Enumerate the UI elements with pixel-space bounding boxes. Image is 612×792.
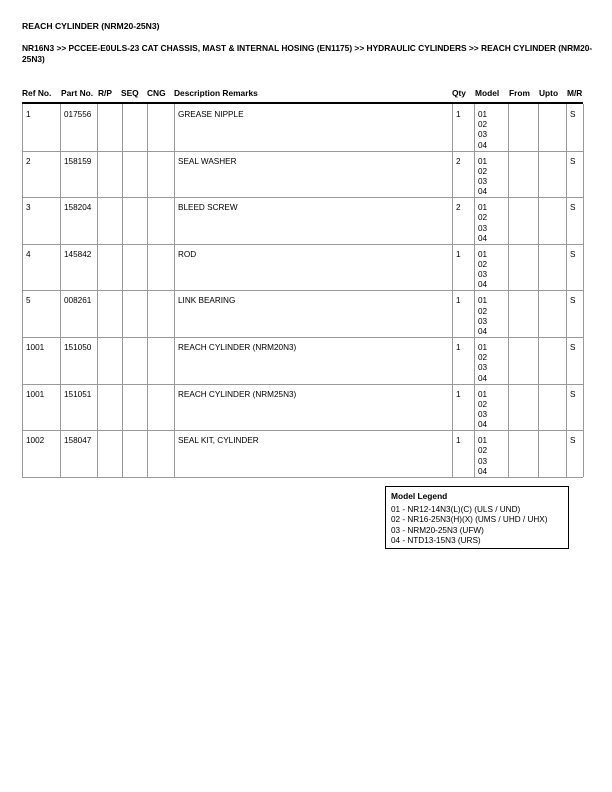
col-header-from: From <box>509 88 530 98</box>
model-list <box>478 110 487 151</box>
column-divider <box>583 290 584 337</box>
mr-cell: S <box>570 436 576 446</box>
model-list <box>478 157 487 198</box>
ref-cell: 1002 <box>26 436 45 446</box>
column-divider <box>538 337 539 384</box>
column-divider <box>508 290 509 337</box>
model-code: 02 <box>478 446 488 456</box>
ref-cell: 4 <box>26 249 31 259</box>
model-code: 02 <box>478 399 488 409</box>
qty-cell: 1 <box>456 436 461 446</box>
column-divider <box>474 197 475 244</box>
column-divider <box>583 430 584 477</box>
qty-cell: 2 <box>456 156 461 166</box>
model-code: 02 <box>478 213 488 223</box>
column-divider <box>60 290 61 337</box>
column-divider <box>147 197 148 244</box>
column-divider <box>508 104 509 151</box>
column-divider <box>566 197 567 244</box>
model-code: 01 <box>478 343 488 352</box>
column-divider <box>60 151 61 198</box>
mr-cell: S <box>570 249 576 259</box>
column-divider <box>174 244 175 291</box>
model-code: 01 <box>478 296 488 306</box>
column-divider <box>147 384 148 431</box>
model-code: 01 <box>478 110 488 119</box>
column-divider <box>474 384 475 431</box>
column-divider <box>174 337 175 384</box>
model-code: 03 <box>478 177 488 186</box>
mr-cell: S <box>570 203 576 213</box>
column-divider <box>452 244 453 291</box>
model-code: 03 <box>478 410 488 419</box>
column-divider <box>147 104 148 151</box>
column-divider <box>97 430 98 477</box>
table-row <box>22 384 583 432</box>
column-divider <box>474 290 475 337</box>
column-divider <box>122 244 123 291</box>
column-divider <box>60 337 61 384</box>
column-divider <box>97 151 98 198</box>
column-divider <box>22 430 23 477</box>
column-divider <box>452 290 453 337</box>
model-code: 04 <box>478 233 488 243</box>
model-list <box>478 343 487 384</box>
qty-cell: 2 <box>456 203 461 213</box>
column-divider <box>174 104 175 151</box>
col-header-upto: Upto <box>539 88 559 98</box>
column-divider <box>22 337 23 384</box>
column-divider <box>508 384 509 431</box>
col-header-part: Part No. <box>61 88 94 98</box>
model-code: 04 <box>478 373 488 383</box>
model-code: 04 <box>478 466 488 476</box>
column-divider <box>538 151 539 198</box>
column-divider <box>452 197 453 244</box>
description-cell: REACH CYLINDER (NRM25N3) <box>178 389 297 399</box>
column-divider <box>508 430 509 477</box>
column-divider <box>508 151 509 198</box>
col-header-cng: CNG <box>147 88 166 98</box>
col-header-model: Model <box>475 88 500 98</box>
column-divider <box>538 104 539 151</box>
column-divider <box>566 384 567 431</box>
column-divider <box>452 430 453 477</box>
model-list <box>478 390 487 431</box>
part-number-cell: 008261 <box>64 296 92 306</box>
model-code: 03 <box>478 130 488 140</box>
model-list <box>478 436 487 477</box>
column-divider <box>583 104 584 151</box>
column-divider <box>60 197 61 244</box>
column-divider <box>122 337 123 384</box>
column-divider <box>147 337 148 384</box>
part-number-cell: 017556 <box>64 110 92 119</box>
model-code: 03 <box>478 456 488 466</box>
part-number-cell: 158204 <box>64 203 92 213</box>
column-divider <box>583 384 584 431</box>
ref-cell: 1 <box>26 110 31 119</box>
model-code: 02 <box>478 353 488 363</box>
column-divider <box>174 430 175 477</box>
part-number-cell: 145842 <box>64 249 92 259</box>
column-divider <box>122 197 123 244</box>
column-divider <box>566 337 567 384</box>
column-divider <box>97 384 98 431</box>
column-divider <box>452 151 453 198</box>
column-divider <box>452 384 453 431</box>
column-divider <box>452 104 453 151</box>
description-cell: ROD <box>178 249 197 259</box>
part-number-cell: 158047 <box>64 436 92 446</box>
column-divider <box>122 290 123 337</box>
mr-cell: S <box>570 389 576 399</box>
model-code: 01 <box>478 249 488 259</box>
column-divider <box>174 197 175 244</box>
column-divider <box>174 290 175 337</box>
model-code: 04 <box>478 140 488 150</box>
column-divider <box>583 197 584 244</box>
description-cell: REACH CYLINDER (NRM20N3) <box>178 343 297 352</box>
column-divider <box>538 244 539 291</box>
model-code: 02 <box>478 120 488 130</box>
description-cell: LINK BEARING <box>178 296 236 306</box>
description-cell: BLEED SCREW <box>178 203 238 213</box>
column-divider <box>60 244 61 291</box>
column-divider <box>508 244 509 291</box>
column-divider <box>174 384 175 431</box>
table-row <box>22 337 583 385</box>
column-divider <box>22 151 23 198</box>
column-divider <box>452 337 453 384</box>
model-code: 01 <box>478 156 488 166</box>
column-divider <box>147 430 148 477</box>
mr-cell: S <box>570 343 576 352</box>
column-divider <box>538 430 539 477</box>
column-divider <box>60 384 61 431</box>
model-list <box>478 250 487 291</box>
column-divider <box>474 104 475 151</box>
column-divider <box>60 104 61 151</box>
column-divider <box>566 151 567 198</box>
column-divider <box>97 197 98 244</box>
column-divider <box>97 104 98 151</box>
column-divider <box>474 337 475 384</box>
column-divider <box>97 244 98 291</box>
model-legend-item: 02 - NR16-25N3(H)(X) (UMS / UHD / UHX) <box>391 515 548 525</box>
column-divider <box>122 430 123 477</box>
ref-cell: 1001 <box>26 389 45 399</box>
description-cell: SEAL WASHER <box>178 156 237 166</box>
mr-cell: S <box>570 296 576 306</box>
column-divider <box>583 244 584 291</box>
qty-cell: 1 <box>456 296 461 306</box>
column-divider <box>22 384 23 431</box>
col-header-ref: Ref No. <box>22 88 52 98</box>
qty-cell: 1 <box>456 343 461 352</box>
model-code: 03 <box>478 316 488 326</box>
model-code: 02 <box>478 260 488 269</box>
ref-cell: 1001 <box>26 343 45 352</box>
column-divider <box>566 104 567 151</box>
model-legend <box>385 486 569 549</box>
model-legend-item: 04 - NTD13-15N3 (URS) <box>391 536 481 546</box>
part-number-cell: 158159 <box>64 156 92 166</box>
table-row <box>22 290 583 338</box>
qty-cell: 1 <box>456 110 461 119</box>
column-divider <box>22 244 23 291</box>
model-code: 01 <box>478 203 488 213</box>
model-code: 04 <box>478 187 488 197</box>
column-divider <box>508 197 509 244</box>
column-divider <box>538 197 539 244</box>
part-number-cell: 151051 <box>64 389 92 399</box>
col-header-rp: R/P <box>98 88 112 98</box>
part-number-cell: 151050 <box>64 343 92 352</box>
table-row <box>22 104 583 152</box>
mr-cell: S <box>570 156 576 166</box>
column-divider <box>566 430 567 477</box>
column-divider <box>583 151 584 198</box>
column-divider <box>97 337 98 384</box>
column-divider <box>538 384 539 431</box>
model-code: 01 <box>478 436 488 446</box>
model-legend-title: Model Legend <box>391 491 448 501</box>
ref-cell: 2 <box>26 156 31 166</box>
column-divider <box>122 104 123 151</box>
col-header-seq: SEQ <box>121 88 139 98</box>
table-row <box>22 197 583 245</box>
column-divider <box>147 151 148 198</box>
table-row <box>22 244 583 292</box>
model-list <box>478 203 487 244</box>
column-divider <box>174 151 175 198</box>
column-divider <box>122 384 123 431</box>
model-code: 03 <box>478 363 488 373</box>
col-header-desc: Description Remarks <box>174 88 258 98</box>
mr-cell: S <box>570 110 576 119</box>
description-cell: GREASE NIPPLE <box>178 110 244 119</box>
column-divider <box>474 151 475 198</box>
ref-cell: 3 <box>26 203 31 213</box>
column-divider <box>474 430 475 477</box>
qty-cell: 1 <box>456 389 461 399</box>
column-divider <box>474 244 475 291</box>
column-divider <box>147 290 148 337</box>
column-divider <box>583 337 584 384</box>
model-code: 04 <box>478 280 488 290</box>
column-divider <box>566 244 567 291</box>
model-code: 04 <box>478 420 488 430</box>
column-divider <box>22 290 23 337</box>
model-code: 03 <box>478 223 488 233</box>
column-divider <box>147 244 148 291</box>
col-header-qty: Qty <box>452 88 466 98</box>
column-divider <box>60 430 61 477</box>
column-divider <box>508 337 509 384</box>
column-divider <box>22 104 23 151</box>
column-divider <box>566 290 567 337</box>
model-code: 03 <box>478 270 488 280</box>
page-title: REACH CYLINDER (NRM20-25N3) <box>22 21 160 31</box>
col-header-mr: M/R <box>567 88 583 98</box>
model-code: 04 <box>478 327 488 336</box>
column-divider <box>97 290 98 337</box>
column-divider <box>22 197 23 244</box>
model-list <box>478 296 487 337</box>
model-code: 02 <box>478 306 488 316</box>
description-cell: SEAL KIT, CYLINDER <box>178 436 259 446</box>
column-divider <box>122 151 123 198</box>
table-row <box>22 430 583 478</box>
ref-cell: 5 <box>26 296 31 306</box>
breadcrumb: NR16N3 >> PCCEE-E0ULS-23 CAT CHASSIS, MAST & INTERNAL HOSING (EN1175) >> HYDRAULIC CYLINDERS >> REACH CYLINDER (NRM20-25N3) <box>22 43 593 64</box>
model-legend-item: 03 - NRM20-25N3 (UFW) <box>391 525 484 535</box>
model-code: 01 <box>478 389 488 399</box>
model-legend-item: 01 - NR12-14N3(L)(C) (ULS / UND) <box>391 505 521 514</box>
qty-cell: 1 <box>456 249 461 259</box>
table-row <box>22 151 583 199</box>
column-divider <box>538 290 539 337</box>
model-code: 02 <box>478 166 488 176</box>
